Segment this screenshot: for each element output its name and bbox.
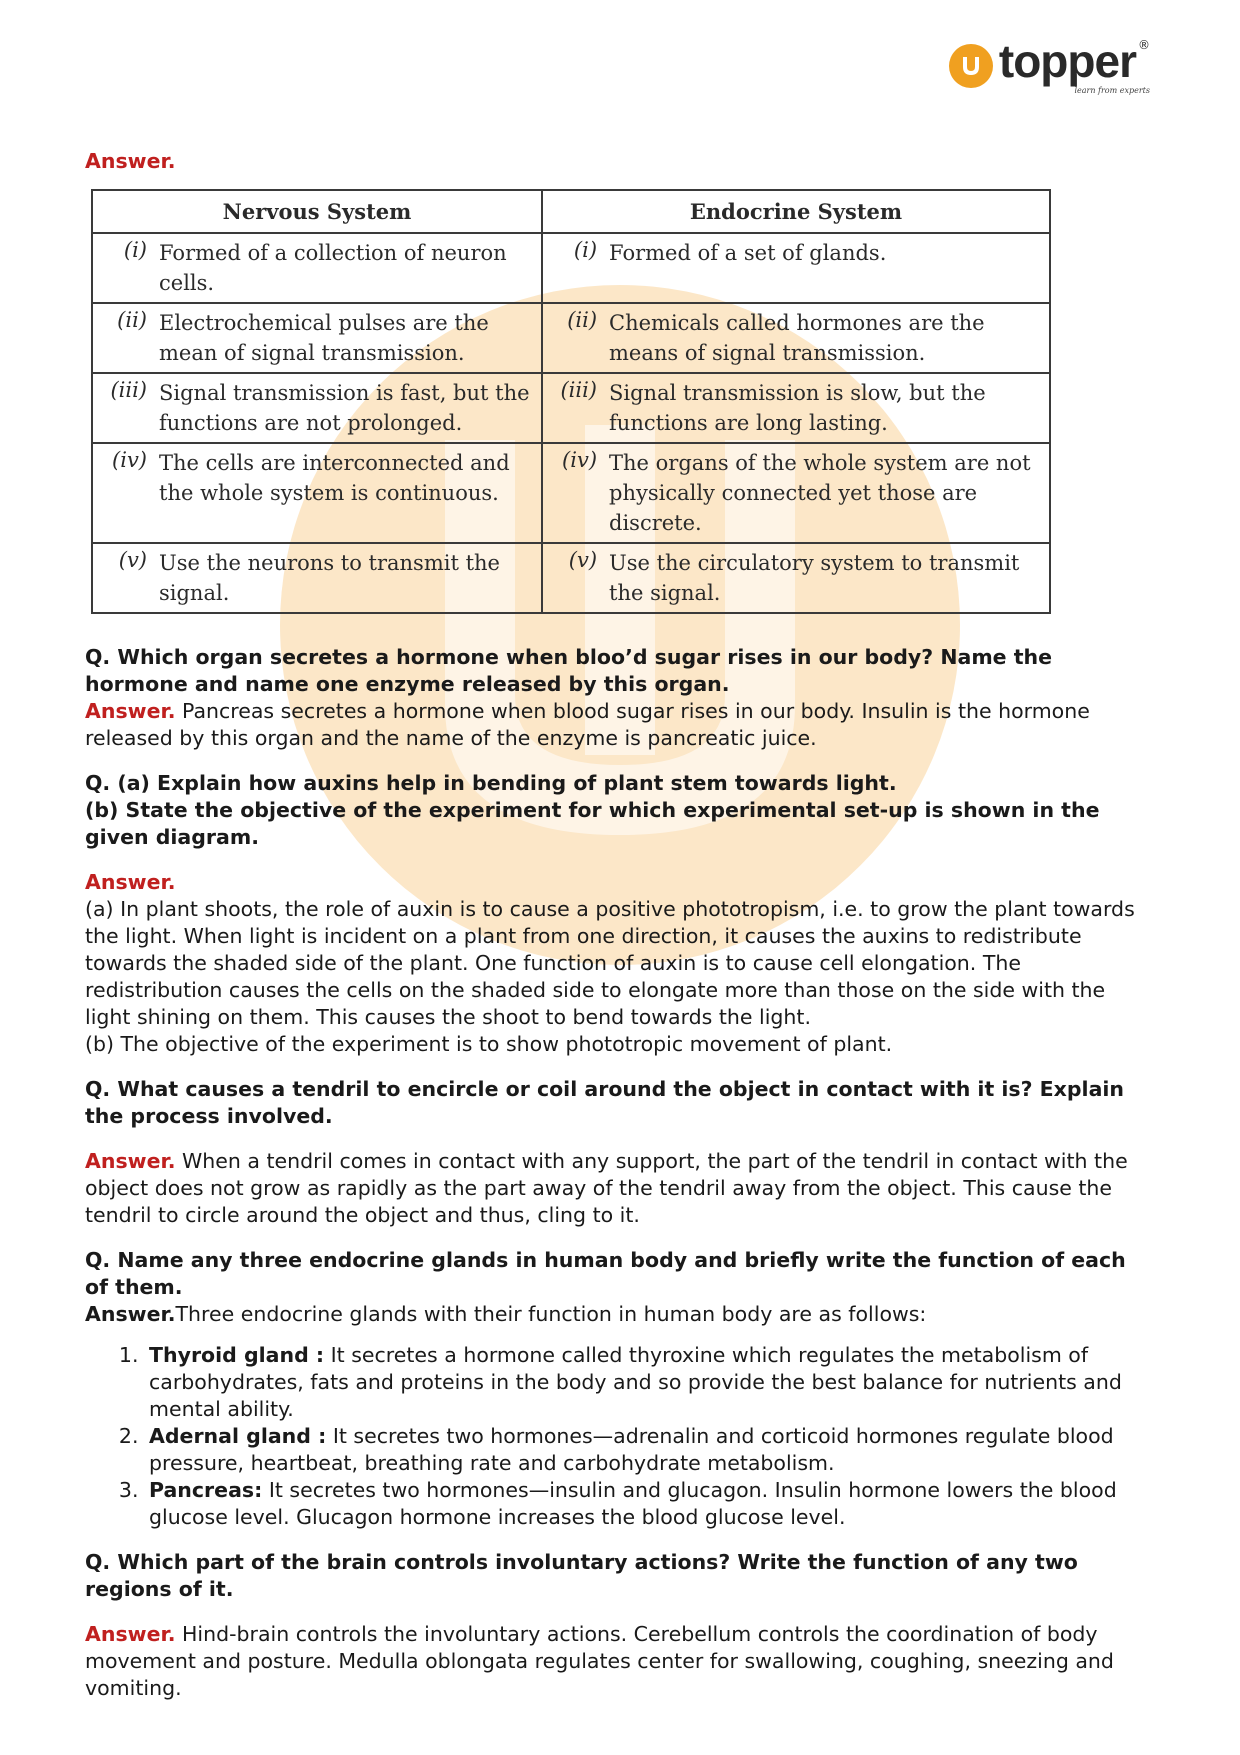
answer-label: Answer. [85,1622,176,1646]
list-item [145,1477,1155,1531]
endocrine-cell: Signal transmission is slow, but the functions are long lasting. [609,381,986,435]
question-auxins-b: (b) State the objective of the experiment for which experimental set-up is shown in the given diagram. [85,798,1100,849]
registered-icon: ® [1138,38,1150,52]
nervous-cell: The cells are interconnected and the whole system is continuous. [159,451,510,505]
endocrine-cell: Chemicals called hormones are the means of signal transmission. [609,311,985,365]
answer-label: Answer. [85,699,176,723]
row-number: (i) [123,238,147,262]
question-pancreas: Q. Which organ secretes a hormone when bloo’d sugar rises in our body? Name the hormone and name one enzyme released by this organ. [85,645,1053,696]
row-number: (v) [568,548,598,572]
gland-function: It secretes two hormones—adrenalin and corticoid hormones regulate blood pressure, heartbeat, breathing rate and carbohydrate metabolism. [149,1424,1114,1475]
brand-mark-icon [949,44,993,88]
answer-text: Three endocrine glands with their function in human body are as follows: [175,1302,927,1326]
question-brain: Q. Which part of the brain controls involuntary actions? Write the function of any two regions of it. [85,1550,1078,1601]
table-row [92,543,1050,613]
row-number: (ii) [567,308,598,332]
gland-function: It secretes two hormones—insulin and glucagon. Insulin hormone lowers the blood glucose level. Glucagon hormone increases the blood glucose level. [149,1478,1117,1529]
row-number: (iii) [110,378,147,402]
answer-text: When a tendril comes in contact with any support, the part of the tendril in contact with the object does not grow as rapidly as the part away of the tendril away from the object. This cause the tendril to circle around the object and thus, cling to it. [85,1149,1128,1227]
comparison-table [91,189,1051,614]
list-item [145,1423,1155,1477]
endocrine-cell: The organs of the whole system are not physically connected yet those are discrete. [609,451,1031,535]
brand-tagline: learn from experts [1074,86,1150,95]
brand-name: topper [998,35,1136,87]
row-number: (v) [118,548,147,572]
question-tendril: Q. What causes a tendril to encircle or coil around the object in contact with it is? Explain the process involved. [85,1077,1125,1128]
list-item [145,1342,1155,1423]
answer-text: Pancreas secretes a hormone when blood sugar rises in our body. Insulin is the hormone released by this organ and the name of the enzyme is pancreatic juice. [85,699,1090,750]
page-content [85,148,1155,1702]
table-header-nervous: Nervous System [92,190,542,233]
gland-name: Pancreas: [149,1478,263,1502]
gland-function: It secretes a hormone called thyroxine which regulates the metabolism of carbohydrates, fats and proteins in the body and so provide the best balance for nutrients and mental ability. [149,1343,1122,1421]
row-number: (ii) [117,308,147,332]
table-row [92,443,1050,543]
question-auxins-a: Q. (a) Explain how auxins help in bending of plant stem towards light. [85,771,897,795]
answer-tendril [85,1148,1155,1229]
row-number: (i) [573,238,598,262]
answer-pancreas [85,698,1155,752]
brand-logo [949,35,1150,95]
gland-name: Thyroid gland : [149,1343,325,1367]
answer-brain [85,1621,1155,1702]
answer-text: Hind-brain controls the involuntary actions. Cerebellum controls the coordination of body movement and posture. Medulla oblongata regulates center for swallowing, coughing, sneezing and vomiting. [85,1622,1114,1700]
gland-name: Adernal gland : [149,1424,327,1448]
answer-label: Answer. [85,870,176,894]
glands-list [85,1342,1155,1531]
table-row [92,233,1050,303]
answer-auxins-b: (b) The objective of the experiment is to show phototropic movement of plant. [85,1032,893,1056]
row-number: (iv) [112,448,147,472]
table-row [92,373,1050,443]
table-row [92,303,1050,373]
nervous-cell: Electrochemical pulses are the mean of signal transmission. [159,311,489,365]
answer-label-bold: Answer. [85,1302,176,1326]
row-number: (iii) [560,378,598,402]
nervous-cell: Use the neurons to transmit the signal. [159,551,500,605]
answer-auxins-a: (a) In plant shoots, the role of auxin is to cause a positive phototropism, i.e. to grow the plant towards the light. When light is incident on a plant from one direction, it causes the auxins to redistribute towards the shaded side of the plant. One function of auxin is to cause cell elongation. The redistribution causes the cells on the shaded side to elongate more than those on the side with the light shining on them. This causes the shoot to bend towards the light. [85,897,1135,1029]
answer-glands-intro [85,1301,1155,1328]
endocrine-cell: Formed of a set of glands. [609,241,887,265]
answer-label-table: Answer. [85,149,176,173]
nervous-cell: Signal transmission is fast, but the functions are not prolonged. [159,381,530,435]
row-number: (iv) [562,448,598,472]
answer-label: Answer. [85,1149,176,1173]
question-glands: Q. Name any three endocrine glands in human body and briefly write the function of each of them. [85,1248,1126,1299]
nervous-cell: Formed of a collection of neuron cells. [159,241,507,295]
endocrine-cell: Use the circulatory system to transmit the signal. [609,551,1020,605]
table-header-endocrine: Endocrine System [542,190,1050,233]
